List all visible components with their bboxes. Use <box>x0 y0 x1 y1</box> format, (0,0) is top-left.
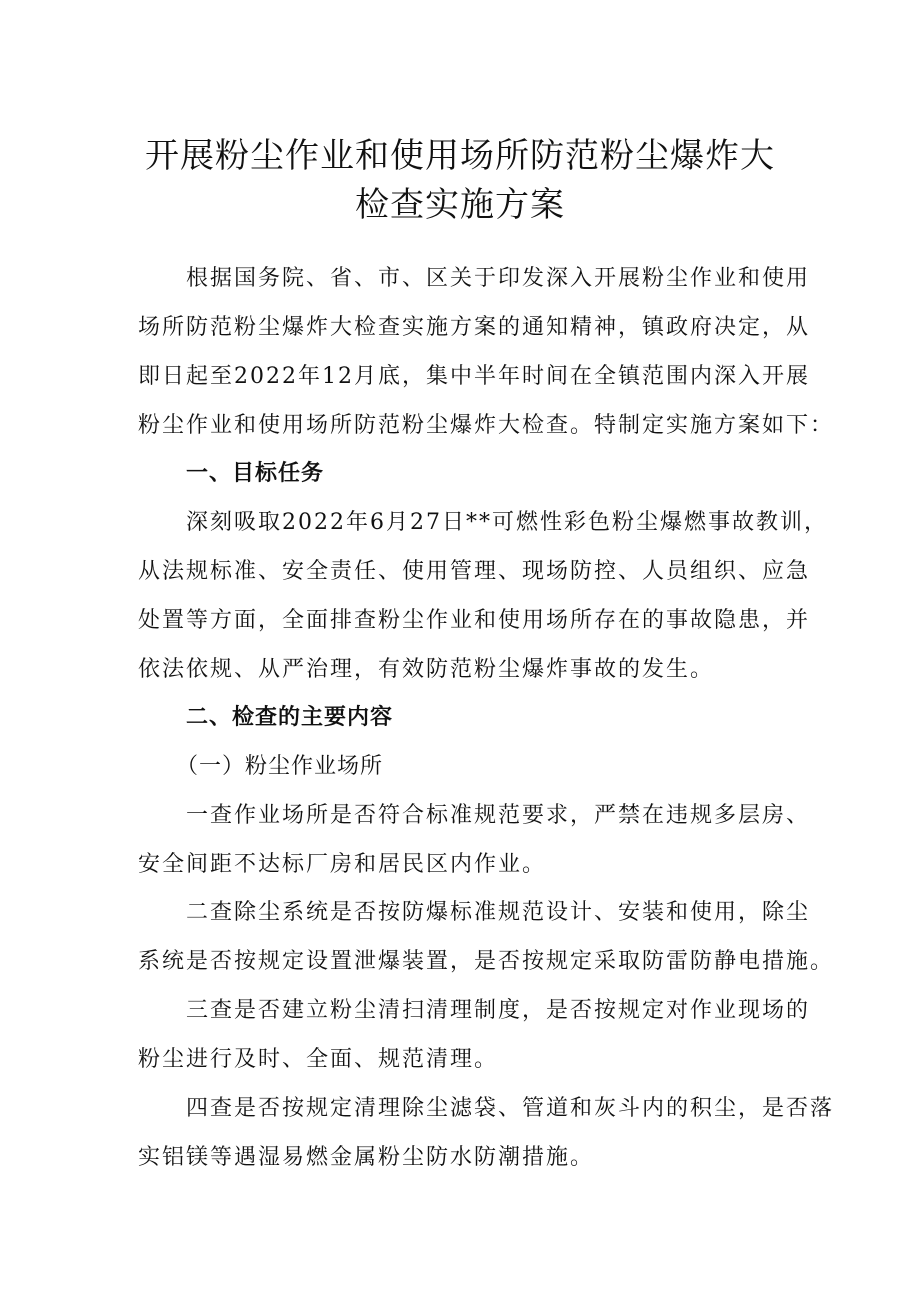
check1-line-2: 安全间距不达标厂房和居民区内作业。 <box>138 852 547 877</box>
section1-line-2: 从法规标准、安全责任、使用管理、现场防控、人员组织、应急 <box>138 559 811 584</box>
section1-line-1: 深刻吸取2022年6月27日**可燃性彩色粉尘爆燃事故教训， <box>186 510 828 535</box>
document-title-line-1: 开展粉尘作业和使用场所防范粉尘爆炸大 <box>145 136 775 176</box>
section1-line-3: 处置等方面，全面排查粉尘作业和使用场所存在的事故隐患，并 <box>138 608 811 633</box>
check4-line-1: 四查是否按规定清理除尘滤袋、管道和灰斗内的积尘，是否落 <box>186 1096 835 1121</box>
subheading-dust-workplace: （一）粉尘作业场所 <box>176 754 384 779</box>
section1-line-4: 依法依规、从严治理，有效防范粉尘爆炸事故的发生。 <box>138 657 715 682</box>
check2-line-2: 系统是否按规定设置泄爆装置，是否按规定采取防雷防静电措施。 <box>138 949 835 974</box>
intro-line-3: 即日起至2022年12月底，集中半年时间在全镇范围内深入开展 <box>138 364 810 389</box>
intro-line-4: 粉尘作业和使用场所防范粉尘爆炸大检查。特制定实施方案如下： <box>138 413 835 438</box>
check1-line-1: 一查作业场所是否符合标准规范要求，严禁在违规多层房、 <box>186 803 811 828</box>
check3-line-1: 三查是否建立粉尘清扫清理制度，是否按规定对作业现场的 <box>186 998 811 1023</box>
section-heading-goals: 一、目标任务 <box>186 461 325 486</box>
check2-line-1: 二查除尘系统是否按防爆标准规范设计、安装和使用，除尘 <box>186 900 811 925</box>
intro-line-1: 根据国务院、省、市、区关于印发深入开展粉尘作业和使用 <box>186 266 811 291</box>
document-title-line-2: 检查实施方案 <box>355 185 565 225</box>
check3-line-2: 粉尘进行及时、全面、规范清理。 <box>138 1047 499 1072</box>
check4-line-2: 实铝镁等遇湿易燃金属粉尘防水防潮措施。 <box>138 1145 595 1170</box>
section-heading-content: 二、检查的主要内容 <box>186 705 394 730</box>
intro-line-2: 场所防范粉尘爆炸大检查实施方案的通知精神，镇政府决定，从 <box>138 315 811 340</box>
